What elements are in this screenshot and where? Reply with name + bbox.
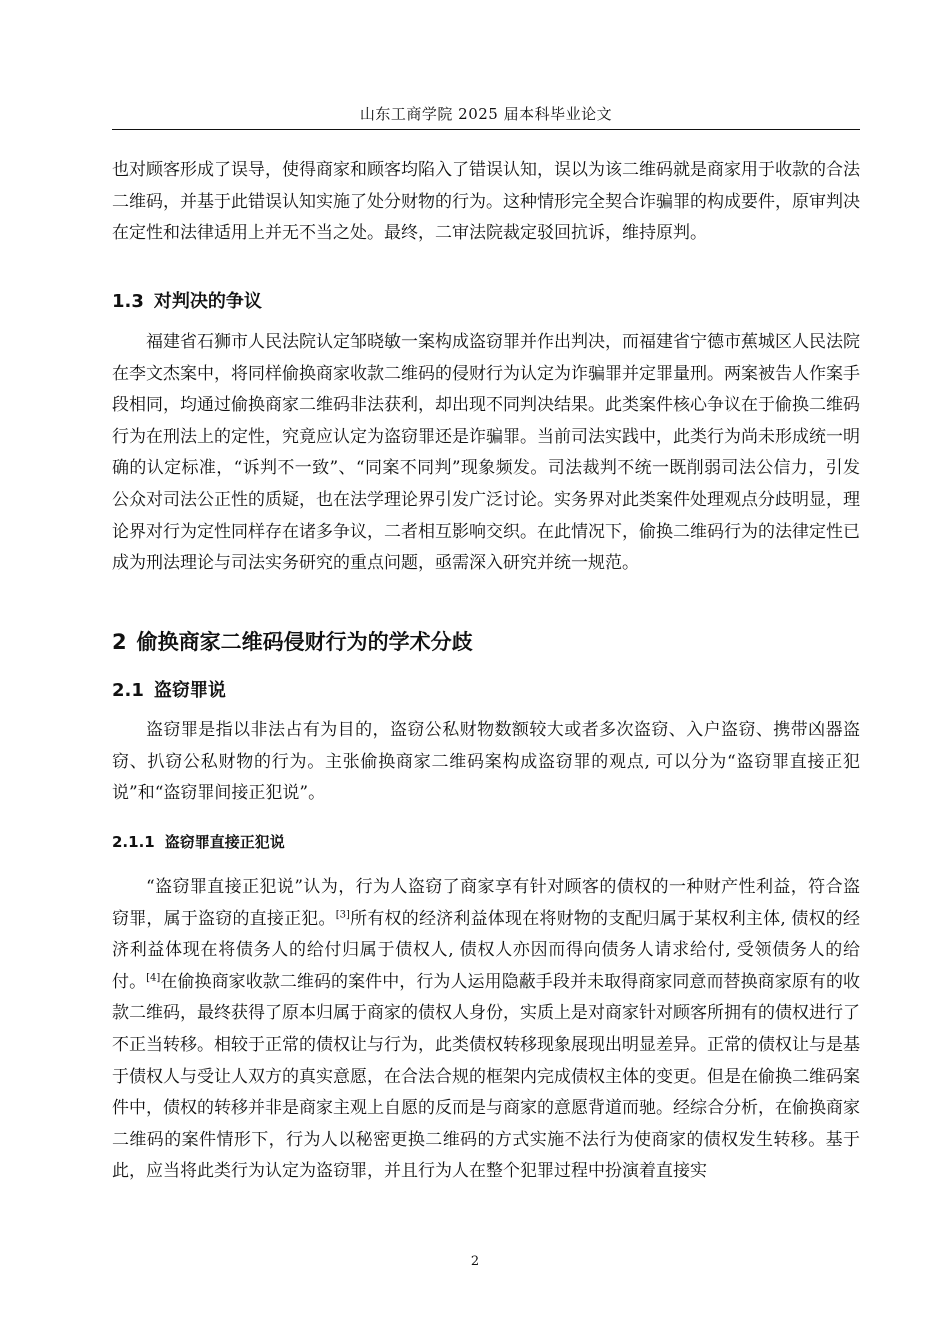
section-heading-1-3 xyxy=(112,287,262,313)
header-rule xyxy=(112,129,860,130)
page-number: 2 xyxy=(470,1254,480,1269)
running-header: 山东工商学院 2025 届本科毕业论文 xyxy=(359,105,613,123)
citation-ref: [3] xyxy=(335,908,350,920)
citation-ref: [4] xyxy=(146,972,161,984)
section-heading-2-1 xyxy=(112,676,226,702)
chapter-heading-2 xyxy=(112,626,473,656)
subsection-heading-2-1-1 xyxy=(112,831,285,852)
section-number: 1.3 xyxy=(112,291,144,312)
chapter-number: 2 xyxy=(112,630,127,654)
paragraph-continued: 也对顾客形成了误导，使得商家和顾客均陷入了错误认知，误以为该二维码就是商家用于收款的合法二维码，并基于此错误认知实施了处分财物的行为。这种情形完全契合诈骗罪的构成要件，原审判决在定性和法律适用上并无不当之处。最终，二审法院裁定驳回抗诉，维持原判。 xyxy=(112,160,860,244)
subsection-title: 盗窃罪直接正犯说 xyxy=(164,833,285,851)
paragraph-text: 所有权的经济利益体现在将财物的支配归属于某权利主体, 债权的经济利益体现在将债务人的给付归属于债权人, 债权人亦因而得向债务人请求给付, 受领债务人的给付。 xyxy=(112,908,861,992)
paragraph-theft-definition: 盗窃罪是指以非法占有为目的，盗窃公私财物数额较大或者多次盗窃、入户盗窃、携带凶器盗窃、扒窃公私财物的行为。主张偷换商家二维码案构成盗窃罪的观点, 可以分为“盗窃罪直接正犯说”和“盗窃罪间接正犯说”。 xyxy=(112,720,860,804)
paragraph-text: 在偷换商家收款二维码的案件中，行为人运用隐蔽手段并未取得商家同意而替换商家原有的收款二维码，最终获得了原本归属于商家的债权人身份，实质上是对商家针对顾客所拥有的债权进行了不正当转移。相较于正常的债权让与行为，此类债权转移现象展现出明显差异。正常的债权让与是基于债权人与受让人双方的真实意愿，在合法合规的框架内完成债权主体的变更。但是在偷换二维码案件中，债权的转移并非是商家主观上自愿的反而是与商家的意愿背道而驰。经综合分析，在偷换商家二维码的案件情形下，行为人以秘密更换二维码的方式实施不法行为使商家的债权发生转移。基于此，应当将此类行为认定为盗窃罪，并且行为人在整个犯罪过程中扮演着直接实 xyxy=(112,971,861,1182)
chapter-title: 偷换商家二维码侵财行为的学术分歧 xyxy=(136,630,473,654)
paragraph-judgment-dispute: 福建省石狮市人民法院认定邹晓敏一案构成盗窃罪并作出判决，而福建省宁德市蕉城区人民法院在李文杰案中，将同样偷换商家收款二维码的侵财行为认定为诈骗罪并定罪量刑。两案被告人作案手段相同，均通过偷换商家二维码非法获利，却出现不同判决结果。此类案件核心争议在于偷换二维码行为在刑法上的定性，究竟应认定为盗窃罪还是诈骗罪。当前司法实践中，此类行为尚未形成统一明确的认定标准，“诉判不一致”、“同案不同判”现象频发。司法裁判不统一既削弱司法公信力，引发公众对司法公正性的质疑，也在法学理论界引发广泛讨论。实务界对此类案件处理观点分歧明显，理论界对行为定性同样存在诸多争议，二者相互影响交织。在此情况下，偷换二维码行为的法律定性已成为刑法理论与司法实务研究的重点问题，亟需深入研究并统一规范。 xyxy=(112,332,860,574)
section-title: 盗窃罪说 xyxy=(153,680,226,701)
paragraph-text: “盗窃罪直接正犯说”认为，行为人盗窃了商家享有针对顾客的债权的一种财产性利益，符合盗窃罪，属于盗窃的直接正犯。 xyxy=(112,877,860,929)
subsection-number: 2.1.1 xyxy=(112,833,155,851)
paragraph-direct-principal-theory xyxy=(112,872,860,1188)
section-number: 2.1 xyxy=(112,680,144,701)
section-title: 对判决的争议 xyxy=(153,291,262,312)
